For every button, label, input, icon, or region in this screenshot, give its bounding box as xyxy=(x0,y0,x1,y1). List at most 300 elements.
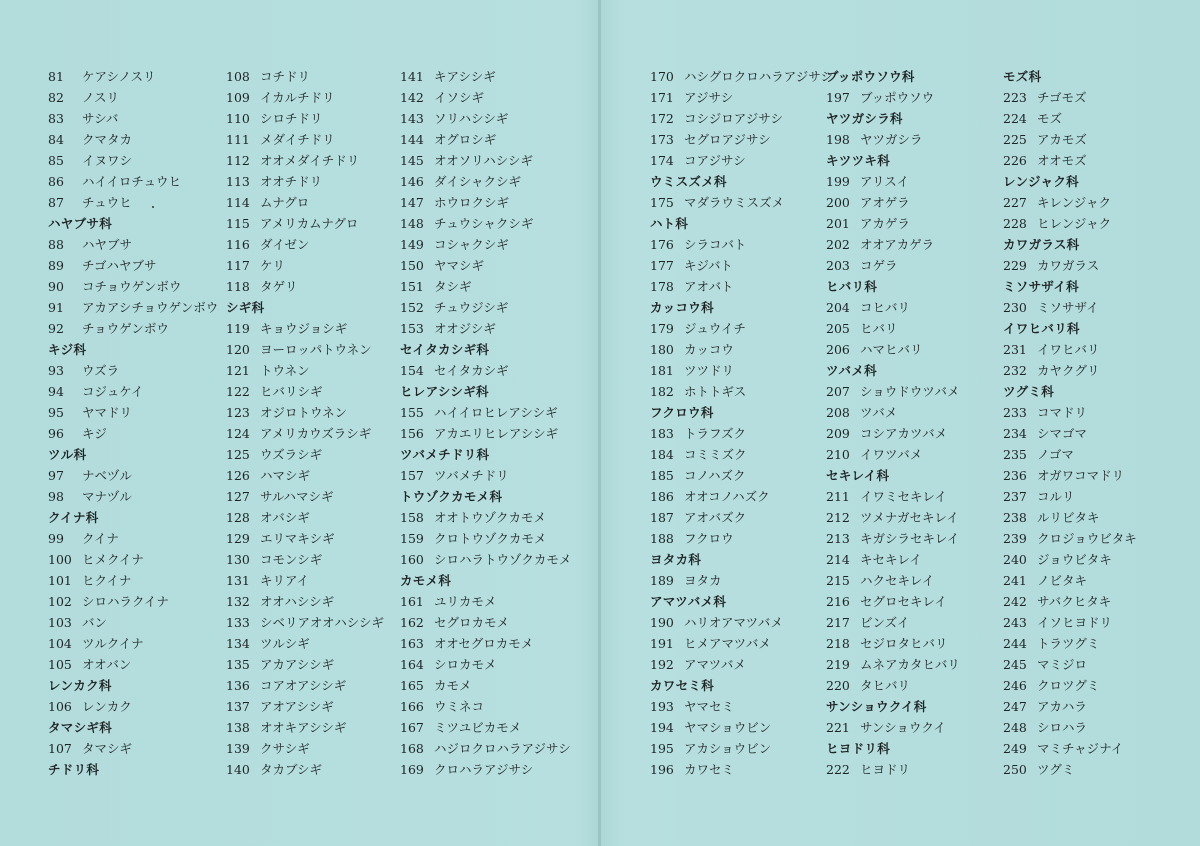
species-name: チゴモズ xyxy=(1037,90,1087,105)
species-entry xyxy=(650,507,826,528)
species-number: 169 xyxy=(400,762,424,777)
species-name: ハシグロクロハラアジサシ xyxy=(684,69,834,84)
species-entry xyxy=(400,507,576,528)
species-number: 220 xyxy=(826,678,850,693)
species-entry xyxy=(826,423,1002,444)
family-name: タマシギ科 xyxy=(48,720,113,735)
species-name: ヤマセミ xyxy=(684,699,735,714)
species-number: 200 xyxy=(826,195,850,210)
species-name: キジバト xyxy=(684,258,733,273)
species-entry xyxy=(650,759,826,780)
species-number: 164 xyxy=(400,657,424,672)
species-name: コシジロアジサシ xyxy=(684,111,783,126)
species-number: 160 xyxy=(400,552,424,567)
species-number: 190 xyxy=(650,615,674,630)
species-name: アカショウビン xyxy=(684,741,772,756)
species-entry xyxy=(650,360,826,381)
species-entry xyxy=(826,192,1002,213)
species-name: コモンシギ xyxy=(260,552,323,567)
species-name: ヒヨドリ xyxy=(860,762,911,777)
species-name: コチドリ xyxy=(260,69,311,84)
species-entry xyxy=(226,591,402,612)
species-name: オバシギ xyxy=(260,510,310,525)
species-name: キガシラセキレイ xyxy=(860,531,960,546)
species-number: 130 xyxy=(226,552,250,567)
species-name: ハリオアマツバメ xyxy=(684,615,783,630)
species-name: ツツドリ xyxy=(684,363,735,378)
species-name: サンショウクイ xyxy=(860,720,946,735)
species-entry xyxy=(226,612,402,633)
species-number: 248 xyxy=(1003,720,1027,735)
species-name: コヒバリ xyxy=(860,300,911,315)
list-column-4 xyxy=(650,66,834,780)
species-entry xyxy=(1003,339,1179,360)
species-entry xyxy=(1003,360,1179,381)
species-name: アオバズク xyxy=(684,510,747,525)
species-entry xyxy=(400,528,576,549)
species-number: 147 xyxy=(400,195,424,210)
species-name: ハマシギ xyxy=(260,468,311,483)
species-number: 118 xyxy=(226,279,250,294)
species-entry xyxy=(400,675,576,696)
species-name: オオジシギ xyxy=(434,321,496,336)
species-entry xyxy=(226,213,402,234)
family-heading xyxy=(48,717,224,738)
species-name: ヨタカ xyxy=(684,573,722,588)
species-number: 145 xyxy=(400,153,424,168)
species-entry xyxy=(48,192,224,213)
species-number: 110 xyxy=(226,111,250,126)
family-heading xyxy=(400,486,576,507)
species-name: ハジロクロハラアジサシ xyxy=(434,741,571,756)
species-entry xyxy=(650,192,826,213)
species-name: アカゲラ xyxy=(860,216,910,231)
species-entry xyxy=(226,423,402,444)
species-entry xyxy=(226,381,402,402)
species-name: オグロシギ xyxy=(434,132,497,147)
species-entry xyxy=(48,255,224,276)
species-name: シロカモメ xyxy=(434,657,497,672)
species-number: 107 xyxy=(48,741,72,756)
species-number: 127 xyxy=(226,489,250,504)
species-number: 207 xyxy=(826,384,850,399)
species-number: 242 xyxy=(1003,594,1027,609)
species-name: ムネアカタヒバリ xyxy=(860,657,960,672)
family-name: キツツキ科 xyxy=(826,153,891,168)
family-name: ヒレアシシギ科 xyxy=(400,384,489,399)
species-name: チュウシャクシギ xyxy=(434,216,534,231)
species-number: 108 xyxy=(226,69,250,84)
species-name: カヤクグリ xyxy=(1037,363,1100,378)
species-entry xyxy=(826,402,1002,423)
species-number: 175 xyxy=(650,195,674,210)
species-number: 250 xyxy=(1003,762,1027,777)
family-name: ツグミ科 xyxy=(1003,384,1055,399)
species-entry xyxy=(650,276,826,297)
species-name: セグロカモメ xyxy=(434,615,510,630)
family-name: アマツバメ科 xyxy=(650,594,727,609)
species-name: サバクヒタキ xyxy=(1037,594,1112,609)
species-name: コシアカツバメ xyxy=(860,426,948,441)
species-name: コルリ xyxy=(1037,489,1075,504)
species-number: 126 xyxy=(226,468,250,483)
species-number: 199 xyxy=(826,174,850,189)
species-number: 83 xyxy=(48,111,64,126)
species-number: 106 xyxy=(48,699,72,714)
species-name: クマタカ xyxy=(82,132,133,147)
species-entry xyxy=(48,381,224,402)
species-name: ショウドウツバメ xyxy=(860,384,960,399)
species-entry xyxy=(1003,507,1179,528)
list-column-2 xyxy=(226,66,402,780)
species-name: オオモズ xyxy=(1037,153,1087,168)
species-name: オオトウゾクカモメ xyxy=(434,510,547,525)
species-name: ウズラ xyxy=(82,363,120,378)
species-number: 182 xyxy=(650,384,674,399)
family-heading xyxy=(1003,171,1179,192)
species-name: チョウゲンボウ xyxy=(82,321,169,336)
species-name: サシバ xyxy=(82,111,119,126)
species-name: タヒバリ xyxy=(860,678,911,693)
family-heading xyxy=(1003,381,1179,402)
species-number: 117 xyxy=(226,258,250,273)
species-entry xyxy=(1003,570,1179,591)
species-number: 195 xyxy=(650,741,674,756)
species-entry xyxy=(1003,696,1179,717)
species-name: ツルシギ xyxy=(260,636,310,651)
species-name: オオコノハズク xyxy=(684,489,770,504)
species-number: 86 xyxy=(48,174,64,189)
species-name: ブッポウソウ xyxy=(860,90,935,105)
species-entry xyxy=(826,654,1002,675)
species-number: 105 xyxy=(48,657,72,672)
family-name: イワヒバリ科 xyxy=(1003,321,1080,336)
species-number: 159 xyxy=(400,531,424,546)
species-entry xyxy=(226,507,402,528)
species-entry xyxy=(400,612,576,633)
family-name: カッコウ科 xyxy=(650,300,714,315)
species-number: 226 xyxy=(1003,153,1027,168)
species-number: 232 xyxy=(1003,363,1027,378)
species-name: ホトトギス xyxy=(684,384,747,399)
family-heading xyxy=(400,381,576,402)
species-number: 113 xyxy=(226,174,250,189)
species-name: ケアシノスリ xyxy=(82,69,156,84)
species-name: イヌワシ xyxy=(82,153,133,168)
species-number: 122 xyxy=(226,384,250,399)
species-name: コアオアシシギ xyxy=(260,678,347,693)
species-entry xyxy=(1003,549,1179,570)
species-entry xyxy=(226,738,402,759)
species-entry xyxy=(1003,87,1179,108)
species-name: ヒバリ xyxy=(860,321,898,336)
species-number: 221 xyxy=(826,720,850,735)
species-entry xyxy=(826,549,1002,570)
species-number: 138 xyxy=(226,720,250,735)
species-name: アリスイ xyxy=(860,174,910,189)
species-entry xyxy=(226,570,402,591)
page-fold xyxy=(598,0,601,846)
species-entry xyxy=(226,192,402,213)
species-number: 196 xyxy=(650,762,674,777)
species-entry xyxy=(650,234,826,255)
species-number: 165 xyxy=(400,678,424,693)
family-heading xyxy=(48,444,224,465)
species-name: コノハズク xyxy=(684,468,746,483)
species-number: 174 xyxy=(650,153,674,168)
species-name: カッコウ xyxy=(684,342,734,357)
species-number: 198 xyxy=(826,132,850,147)
species-name: トラツグミ xyxy=(1037,636,1100,651)
species-number: 215 xyxy=(826,573,850,588)
species-entry xyxy=(650,717,826,738)
list-column-1 xyxy=(48,66,224,780)
species-name: ツメナガセキレイ xyxy=(860,510,959,525)
species-entry xyxy=(226,633,402,654)
species-number: 216 xyxy=(826,594,850,609)
species-entry xyxy=(226,129,402,150)
species-number: 99 xyxy=(48,531,64,546)
family-heading xyxy=(400,444,576,465)
species-name: オオメダイチドリ xyxy=(260,153,360,168)
species-entry xyxy=(400,276,576,297)
species-name: アマツバメ xyxy=(684,657,746,672)
species-number: 93 xyxy=(48,363,64,378)
species-number: 91 xyxy=(48,300,64,315)
family-name: ヒヨドリ科 xyxy=(826,741,891,756)
species-name: アカモズ xyxy=(1037,132,1087,147)
species-name: シラコバト xyxy=(684,237,747,252)
species-number: 97 xyxy=(48,468,64,483)
family-name: サンショウクイ科 xyxy=(826,699,927,714)
family-name: ウミスズメ科 xyxy=(650,174,727,189)
species-entry xyxy=(226,171,402,192)
species-number: 183 xyxy=(650,426,674,441)
species-name: トウネン xyxy=(260,363,310,378)
species-name: ケリ xyxy=(260,258,286,273)
species-name: エリマキシギ xyxy=(260,531,335,546)
species-entry xyxy=(226,675,402,696)
species-entry xyxy=(400,108,576,129)
species-entry xyxy=(48,108,224,129)
species-entry xyxy=(400,423,576,444)
family-name: レンジャク科 xyxy=(1003,174,1079,189)
species-entry xyxy=(826,591,1002,612)
species-entry xyxy=(48,633,224,654)
species-name: シロチドリ xyxy=(260,111,323,126)
species-number: 233 xyxy=(1003,405,1027,420)
species-entry xyxy=(1003,654,1179,675)
species-name: セジロタヒバリ xyxy=(860,636,948,651)
species-number: 222 xyxy=(826,762,850,777)
species-entry xyxy=(650,633,826,654)
species-number: 140 xyxy=(226,762,250,777)
species-name: アオアシシギ xyxy=(260,699,334,714)
species-name: オオバン xyxy=(82,657,132,672)
species-entry xyxy=(48,528,224,549)
species-entry xyxy=(1003,612,1179,633)
species-number: 109 xyxy=(226,90,250,105)
species-name: アカアシチョウゲンボウ xyxy=(82,300,219,315)
species-name: イカルチドリ xyxy=(260,90,335,105)
species-number: 90 xyxy=(48,279,64,294)
species-number: 184 xyxy=(650,447,674,462)
species-number: 188 xyxy=(650,531,674,546)
species-number: 187 xyxy=(650,510,674,525)
species-number: 230 xyxy=(1003,300,1027,315)
species-entry xyxy=(226,318,402,339)
species-name: カワセミ xyxy=(684,762,735,777)
species-entry xyxy=(400,633,576,654)
species-name: ヤマショウビン xyxy=(684,720,772,735)
species-number: 218 xyxy=(826,636,850,651)
family-name: ツル科 xyxy=(48,447,87,462)
species-name: クロジョウビタキ xyxy=(1037,531,1137,546)
family-heading xyxy=(1003,318,1179,339)
species-entry xyxy=(1003,486,1179,507)
species-number: 219 xyxy=(826,657,850,672)
species-number: 161 xyxy=(400,594,424,609)
species-entry xyxy=(400,759,576,780)
species-number: 82 xyxy=(48,90,64,105)
species-entry xyxy=(826,507,1002,528)
species-name: ヒレンジャク xyxy=(1037,216,1112,231)
species-name: オオキアシシギ xyxy=(260,720,347,735)
species-name: シベリアオオハシシギ xyxy=(260,615,384,630)
family-heading xyxy=(826,696,1002,717)
species-name: マミチャジナイ xyxy=(1037,741,1124,756)
species-entry xyxy=(826,129,1002,150)
species-number: 191 xyxy=(650,636,674,651)
family-name: ミソサザイ科 xyxy=(1003,279,1079,294)
list-column-5 xyxy=(826,66,1002,780)
species-number: 157 xyxy=(400,468,424,483)
species-entry xyxy=(48,66,224,87)
species-entry xyxy=(400,654,576,675)
family-heading xyxy=(48,507,224,528)
species-number: 185 xyxy=(650,468,674,483)
family-name: クイナ科 xyxy=(48,510,99,525)
family-name: ツバメ科 xyxy=(826,363,877,378)
species-name: ヒバリシギ xyxy=(260,384,323,399)
species-entry xyxy=(826,255,1002,276)
species-name: バン xyxy=(82,615,108,630)
species-name: シロハラクイナ xyxy=(82,594,169,609)
species-number: 123 xyxy=(226,405,250,420)
species-name: ムナグロ xyxy=(260,195,310,210)
species-number: 114 xyxy=(226,195,250,210)
species-name: ヒメアマツバメ xyxy=(684,636,771,651)
species-name: タカブシギ xyxy=(260,762,323,777)
family-heading xyxy=(48,675,224,696)
family-heading xyxy=(826,276,1002,297)
species-number: 244 xyxy=(1003,636,1027,651)
species-name: コシャクシギ xyxy=(434,237,509,252)
species-entry xyxy=(650,738,826,759)
species-entry xyxy=(400,549,576,570)
species-number: 135 xyxy=(226,657,250,672)
species-number: 237 xyxy=(1003,489,1027,504)
species-entry xyxy=(226,654,402,675)
species-name: アカエリヒレアシシギ xyxy=(434,426,559,441)
species-entry xyxy=(1003,465,1179,486)
species-number: 241 xyxy=(1003,573,1027,588)
species-number: 149 xyxy=(400,237,424,252)
species-entry xyxy=(650,486,826,507)
species-number: 124 xyxy=(226,426,250,441)
species-number: 155 xyxy=(400,405,424,420)
family-name: セイタカシギ科 xyxy=(400,342,490,357)
species-entry xyxy=(826,381,1002,402)
species-name: セイタカシギ xyxy=(434,363,509,378)
family-heading xyxy=(650,171,826,192)
species-entry xyxy=(400,129,576,150)
species-name: シロハラトウゾクカモメ xyxy=(434,552,572,567)
species-name: セグロアジサシ xyxy=(684,132,771,147)
species-number: 209 xyxy=(826,426,850,441)
species-entry xyxy=(650,129,826,150)
species-name: キジ xyxy=(82,426,107,441)
species-entry xyxy=(1003,192,1179,213)
family-heading xyxy=(48,339,224,360)
species-entry xyxy=(48,570,224,591)
species-number: 234 xyxy=(1003,426,1027,441)
family-heading xyxy=(826,108,1002,129)
family-heading xyxy=(226,297,402,318)
species-name: コゲラ xyxy=(860,258,898,273)
species-entry xyxy=(226,759,402,780)
species-entry xyxy=(48,297,224,318)
species-entry xyxy=(650,339,826,360)
species-entry xyxy=(226,444,402,465)
species-entry xyxy=(1003,717,1179,738)
species-entry xyxy=(400,150,576,171)
species-entry xyxy=(650,87,826,108)
family-name: キジ科 xyxy=(48,342,87,357)
species-entry xyxy=(226,108,402,129)
species-name: ウズラシギ xyxy=(260,447,323,462)
species-entry xyxy=(226,528,402,549)
species-number: 227 xyxy=(1003,195,1027,210)
species-number: 144 xyxy=(400,132,424,147)
species-number: 101 xyxy=(48,573,72,588)
species-entry xyxy=(650,66,834,87)
family-name: ヨタカ科 xyxy=(650,552,702,567)
family-name: セキレイ科 xyxy=(826,468,890,483)
species-entry xyxy=(226,276,402,297)
species-entry xyxy=(48,318,224,339)
species-name: ソリハシシギ xyxy=(434,111,509,126)
species-entry xyxy=(226,465,402,486)
species-name: キアシシギ xyxy=(434,69,496,84)
species-number: 240 xyxy=(1003,552,1027,567)
species-entry xyxy=(48,486,224,507)
species-number: 229 xyxy=(1003,258,1027,273)
species-number: 172 xyxy=(650,111,674,126)
species-number: 87 xyxy=(48,195,64,210)
species-number: 235 xyxy=(1003,447,1027,462)
family-name: カワガラス科 xyxy=(1003,237,1080,252)
species-entry xyxy=(650,612,826,633)
species-number: 89 xyxy=(48,258,64,273)
family-heading xyxy=(650,297,826,318)
species-entry xyxy=(826,528,1002,549)
species-number: 213 xyxy=(826,531,850,546)
species-number: 95 xyxy=(48,405,64,420)
species-number: 247 xyxy=(1003,699,1027,714)
species-entry xyxy=(400,66,576,87)
species-entry xyxy=(48,591,224,612)
